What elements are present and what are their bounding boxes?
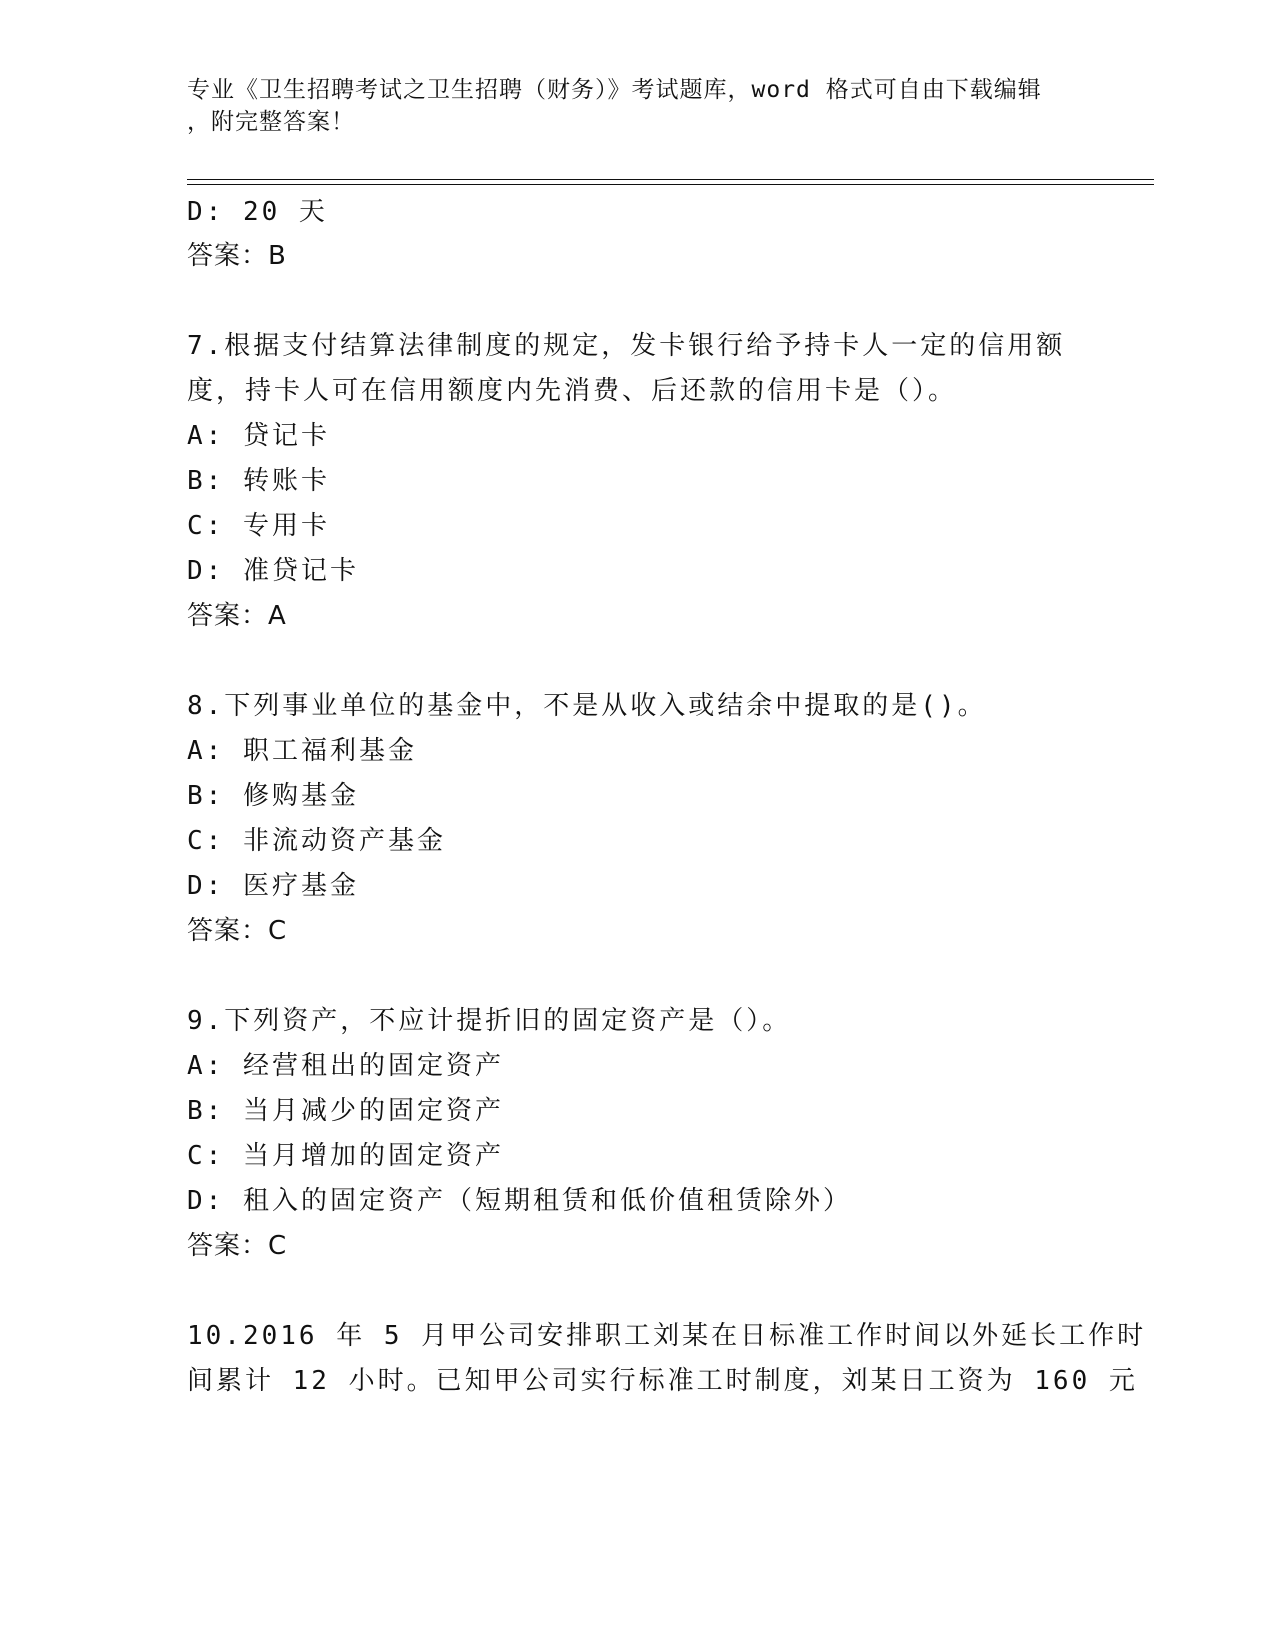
option-line: D: 租入的固定资产（短期租赁和低价值租赁除外） xyxy=(187,1186,852,1216)
question-text: 9.下列资产，不应计提折旧的固定资产是（）。 xyxy=(187,1006,792,1036)
option-line: C: 专用卡 xyxy=(187,511,330,541)
option-line: B: 修购基金 xyxy=(187,781,359,811)
answer-line: 答案：B xyxy=(187,241,287,271)
header-divider-bottom xyxy=(187,184,1154,185)
option-line: B: 当月减少的固定资产 xyxy=(187,1096,504,1126)
question-text: 8.下列事业单位的基金中，不是从收入或结余中提取的是()。 xyxy=(187,691,987,721)
option-line: D: 20 天 xyxy=(187,197,328,227)
option-line: D: 医疗基金 xyxy=(187,871,359,901)
document-header xyxy=(187,74,1087,138)
answer-line: 答案：A xyxy=(187,601,287,631)
answer-line: 答案：C xyxy=(187,1231,288,1261)
option-line: A: 经营租出的固定资产 xyxy=(187,1051,504,1081)
header-divider-top xyxy=(187,179,1154,180)
answer-line: 答案：C xyxy=(187,916,288,946)
option-line: D: 准贷记卡 xyxy=(187,556,359,586)
question-text: 间累计 12 小时。已知甲公司实行标准工时制度，刘某日工资为 160 元 xyxy=(187,1366,1138,1396)
option-line: C: 当月增加的固定资产 xyxy=(187,1141,504,1171)
header-line-2: ，附完整答案！ xyxy=(187,109,355,135)
question-text: 10.2016 年 5 月甲公司安排职工刘某在日标准工作时间以外延长工作时 xyxy=(187,1321,1147,1351)
question-text: 7.根据支付结算法律制度的规定，发卡银行给予持卡人一定的信用额 xyxy=(187,331,1066,361)
question-text: 度，持卡人可在信用额度内先消费、后还款的信用卡是（）。 xyxy=(187,376,958,406)
option-line: A: 职工福利基金 xyxy=(187,736,417,766)
option-line: C: 非流动资产基金 xyxy=(187,826,446,856)
header-line-1: 专业《卫生招聘考试之卫生招聘（财务）》考试题库，word 格式可自由下载编辑 xyxy=(187,77,1042,103)
option-line: B: 转账卡 xyxy=(187,466,330,496)
option-line: A: 贷记卡 xyxy=(187,421,330,451)
